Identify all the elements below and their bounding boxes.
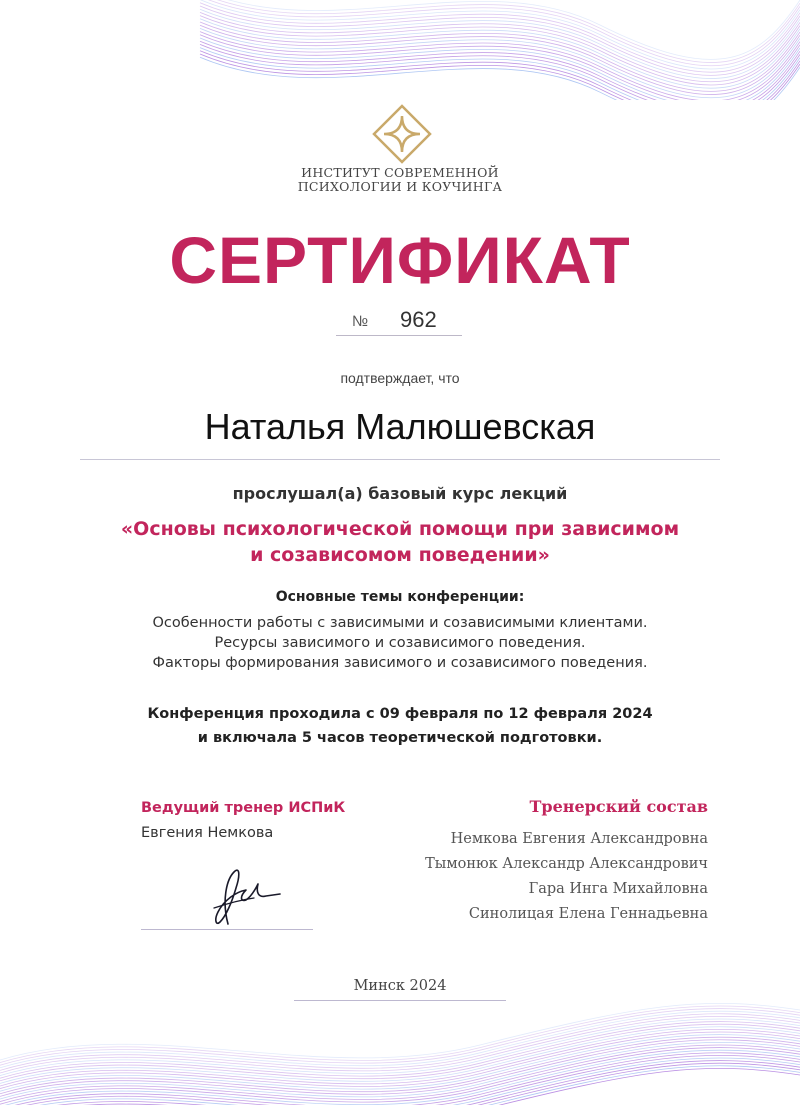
wave-line — [0, 1003, 800, 1060]
wave-line — [0, 1009, 800, 1066]
topics-heading: Основные темы конференции: — [275, 589, 525, 605]
conference-dates: Конференция проходила с 09 февраля по 12 февраля 2024 — [147, 706, 653, 722]
wave-line — [200, 3, 800, 72]
wave-line — [0, 1061, 800, 1105]
wave-line — [0, 1014, 800, 1071]
topic-item: Факторы формирования зависимого и созависимого поведения. — [152, 655, 648, 671]
wave-line — [0, 1068, 800, 1105]
institute-name-line1: ИНСТИТУТ СОВРЕМЕННОЙ — [301, 165, 499, 180]
conference-info — [0, 702, 800, 750]
wave-line — [0, 1016, 800, 1073]
certificate-title: СЕРТИФИКАТ — [169, 223, 631, 297]
wave-line — [0, 1037, 800, 1094]
city-year: Минск 2024 — [294, 978, 506, 1001]
topic-item: Особенности работы с зависимыми и созависимыми клиентами. — [152, 615, 648, 631]
bottom-wave-decoration — [0, 1000, 800, 1105]
wave-line — [200, 48, 800, 100]
trainer-name: Гара Инга Михайловна — [528, 881, 708, 897]
wave-line — [0, 1022, 800, 1079]
wave-line — [200, 28, 800, 97]
wave-line — [200, 0, 800, 69]
course-title-line1: «Основы психологической помощи при зависимом — [120, 518, 680, 540]
course-title-line2: и созависомом поведении» — [250, 544, 550, 566]
top-wave-decoration — [0, 0, 800, 100]
wave-line — [200, 38, 800, 100]
conference-hours: и включала 5 часов теоретической подготовки. — [197, 730, 603, 746]
wave-line — [200, 44, 800, 100]
wave-line — [0, 1040, 800, 1097]
wave-line — [200, 57, 800, 100]
wave-line — [0, 1066, 800, 1105]
wave-line — [0, 1024, 800, 1081]
wave-line — [200, 16, 800, 85]
wave-line — [200, 35, 800, 100]
wave-line — [200, 9, 800, 78]
wave-line — [0, 1042, 800, 1099]
number-sign: № — [352, 313, 369, 330]
wave-line — [0, 1045, 800, 1102]
wave-line — [200, 12, 800, 81]
wave-line — [200, 0, 800, 66]
trainer-name: Синолицая Елена Геннадьевна — [468, 906, 708, 922]
wave-line — [0, 1050, 800, 1105]
wave-line — [0, 1053, 800, 1105]
wave-line — [0, 1063, 800, 1105]
trainer-name: Немкова Евгения Александровна — [450, 831, 708, 847]
course-title — [0, 516, 800, 568]
wave-line — [0, 1035, 800, 1092]
wave-line — [200, 6, 800, 75]
wave-line — [200, 19, 800, 88]
wave-line — [200, 0, 800, 63]
wave-line — [200, 41, 800, 100]
wave-line — [0, 1019, 800, 1076]
signature-image — [196, 862, 286, 932]
lead-trainer-title: Ведущий тренер ИСПиК — [141, 800, 346, 816]
wave-line — [0, 1055, 800, 1105]
recipient-name: Наталья Малюшевская — [204, 406, 596, 447]
wave-line — [0, 1029, 800, 1086]
wave-line — [0, 1006, 800, 1063]
lead-trainer-name: Евгения Немкова — [141, 825, 274, 841]
signature-line — [141, 929, 313, 930]
wave-line — [200, 51, 800, 100]
institute-name — [0, 166, 800, 194]
wave-line — [200, 25, 800, 94]
wave-line — [200, 54, 800, 100]
wave-line — [0, 1027, 800, 1084]
certificate-number-field — [336, 305, 462, 336]
wave-line — [200, 32, 800, 100]
recipient-underline — [80, 459, 720, 460]
wave-line — [200, 0, 800, 59]
institute-name-line2: ПСИХОЛОГИИ И КОУЧИНГА — [297, 179, 503, 194]
wave-line — [0, 1048, 800, 1105]
trainers-title: Тренерский состав — [529, 797, 708, 816]
topics-list — [0, 613, 800, 673]
wave-line — [0, 1032, 800, 1089]
topic-item: Ресурсы зависимого и созависимого поведения. — [214, 635, 586, 651]
wave-line — [200, 22, 800, 91]
institute-logo-icon — [372, 104, 432, 164]
listened-text: прослушал(а) базовый курс лекций — [232, 484, 568, 503]
wave-line — [0, 1058, 800, 1105]
trainer-name: Тымонюк Александр Александрович — [425, 856, 708, 872]
wave-line — [0, 1011, 800, 1068]
confirms-text: подтверждает, что — [340, 370, 460, 386]
certificate-number: 962 — [400, 307, 437, 332]
